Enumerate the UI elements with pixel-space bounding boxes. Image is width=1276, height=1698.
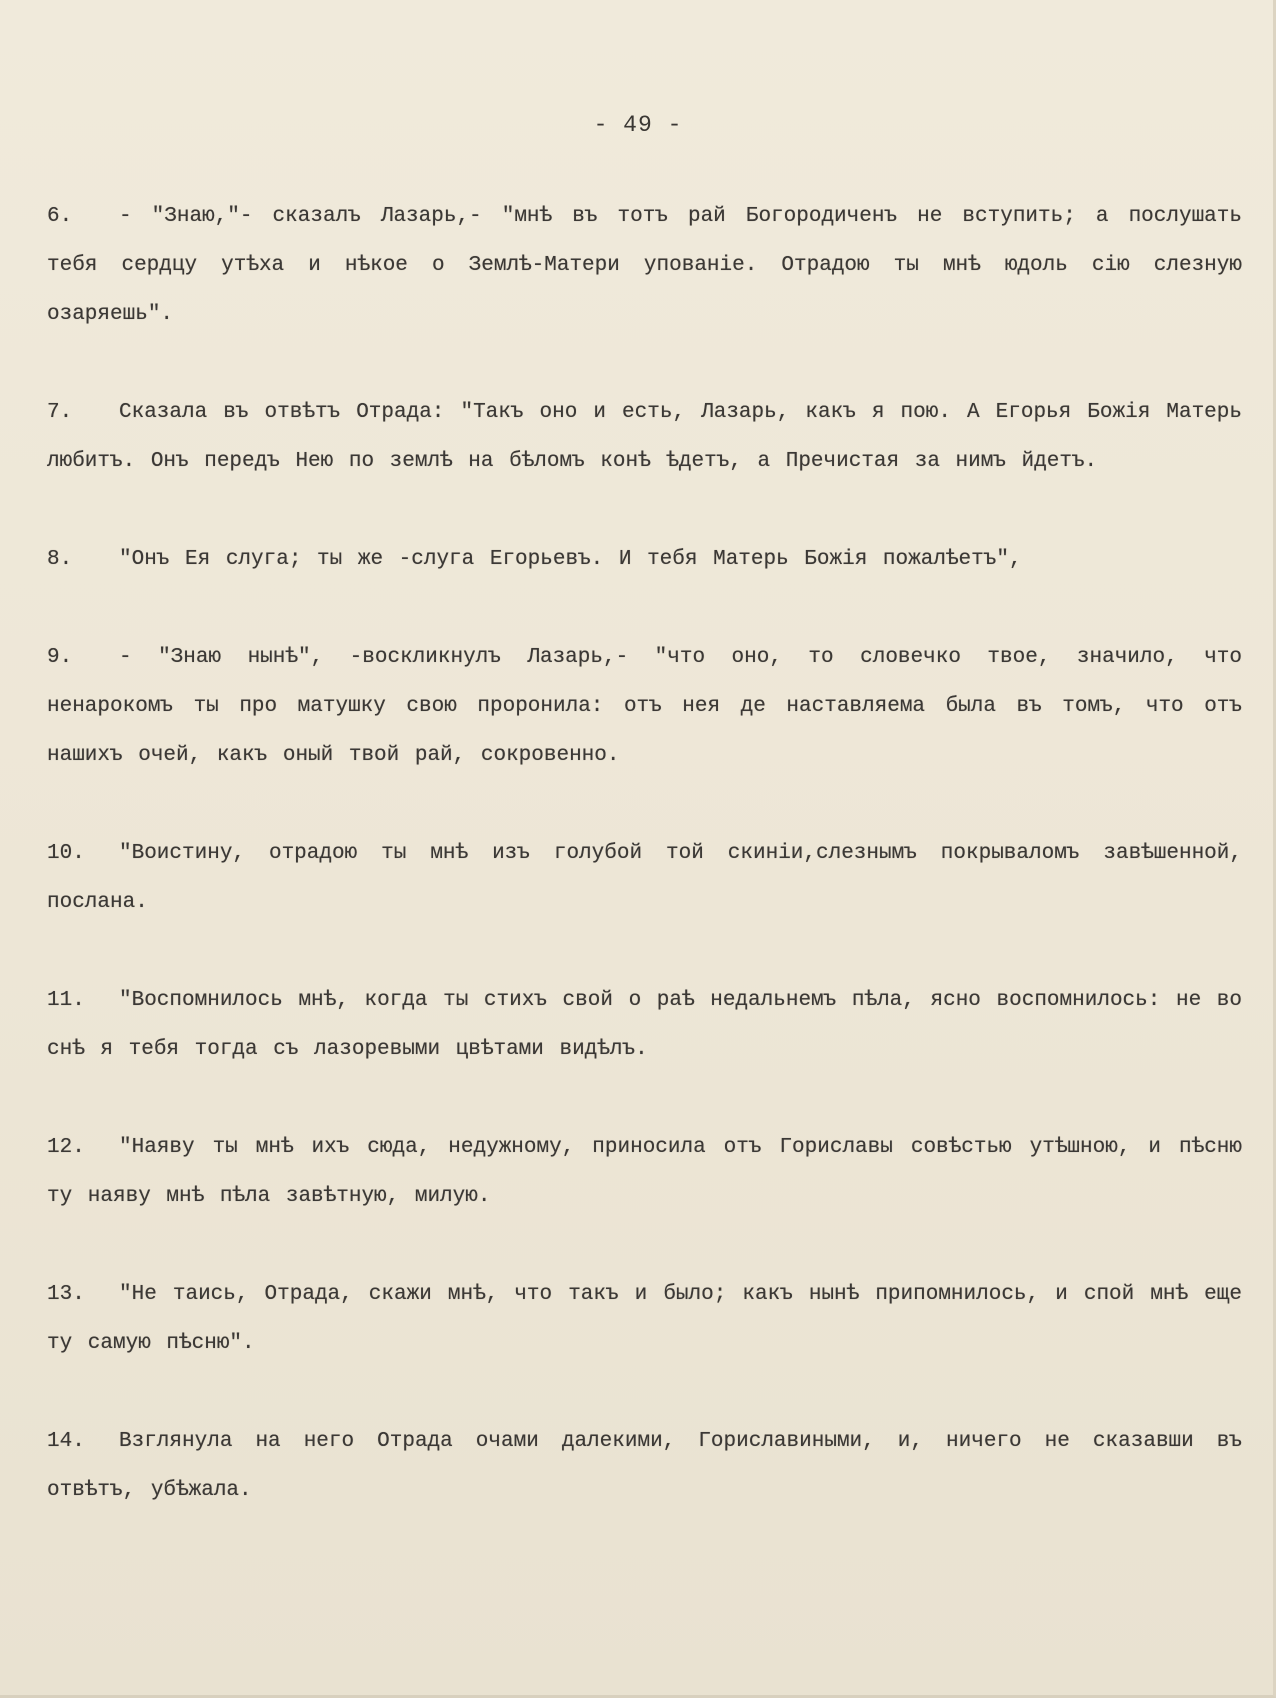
paragraph-number: 8. bbox=[47, 548, 73, 571]
paragraph-text: - "Знаю,"- сказалъ Лазарь,- "мнѣ въ тотъ рай Богородиченъ не вступить; а послушать тебя сердцу утѣха и нѣкое о Землѣ-Матери упованіе. Отрадою ты мнѣ юдоль сію слезную озаряешь". bbox=[47, 205, 1242, 326]
paragraph-10 bbox=[47, 829, 1242, 927]
paragraph-number: 6. bbox=[47, 205, 73, 228]
paragraph-9 bbox=[47, 633, 1242, 780]
paragraph-text: Взглянула на него Отрада очами далекими, Гориславиными, и, ничего не сказавши въ отвѣтъ, убѣжала. bbox=[47, 1430, 1242, 1502]
paragraph-text: "Воистину, отрадою ты мнѣ изъ голубой той скиніи,слезнымъ покрываломъ завѣшенной, послана. bbox=[47, 842, 1242, 914]
paragraph-text: "Не таись, Отрада, скажи мнѣ, что такъ и было; какъ нынѣ припомнилось, и спой мнѣ еще ту самую пѣсню". bbox=[47, 1283, 1242, 1355]
paragraph-7 bbox=[47, 388, 1242, 486]
page-number: - 49 - bbox=[593, 112, 683, 138]
paragraph-text: Сказала въ отвѣтъ Отрада: "Такъ оно и есть, Лазарь, какъ я пою. А Егорья Божія Матерь любитъ. Онъ передъ Нею по землѣ на бѣломъ конѣ ѣдетъ, а Пречистая за нимъ йдетъ. bbox=[47, 401, 1242, 473]
paragraph-number: 12. bbox=[47, 1136, 85, 1159]
paragraph-text: - "Знаю нынѣ", -воскликнулъ Лазарь,- "что оно, то словечко твое, значило, что ненарокомъ ты про матушку свою проронила: отъ нея де наставляема была въ томъ, что отъ нашихъ очей, какъ оный твой рай, сокровенно. bbox=[47, 646, 1242, 767]
paragraph-14 bbox=[47, 1417, 1242, 1515]
paragraph-text: "Онъ Ея слуга; ты же -слуга Егорьевъ. И тебя Матерь Божія пожалѣетъ", bbox=[119, 548, 1022, 571]
paragraph-number: 10. bbox=[47, 842, 85, 865]
text-body bbox=[47, 192, 1242, 1515]
paragraph-number: 11. bbox=[47, 989, 85, 1012]
paragraph-number: 9. bbox=[47, 646, 73, 669]
paragraph-text: "Воспомнилось мнѣ, когда ты стихъ свой о раѣ недальнемъ пѣла, ясно воспомнилось: не во снѣ я тебя тогда съ лазоревыми цвѣтами видѣлъ. bbox=[47, 989, 1242, 1061]
paragraph-11 bbox=[47, 976, 1242, 1074]
paragraph-number: 7. bbox=[47, 401, 73, 424]
paragraph-6 bbox=[47, 192, 1242, 339]
paragraph-8 bbox=[47, 535, 1242, 584]
paragraph-number: 13. bbox=[47, 1283, 85, 1306]
paragraph-13 bbox=[47, 1270, 1242, 1368]
paragraph-12 bbox=[47, 1123, 1242, 1221]
paragraph-number: 14. bbox=[47, 1430, 85, 1453]
paragraph-text: "Наяву ты мнѣ ихъ сюда, недужному, приносила отъ Гориславы совѣстью утѣшною, и пѣсню ту наяву мнѣ пѣла завѣтную, милую. bbox=[47, 1136, 1242, 1208]
